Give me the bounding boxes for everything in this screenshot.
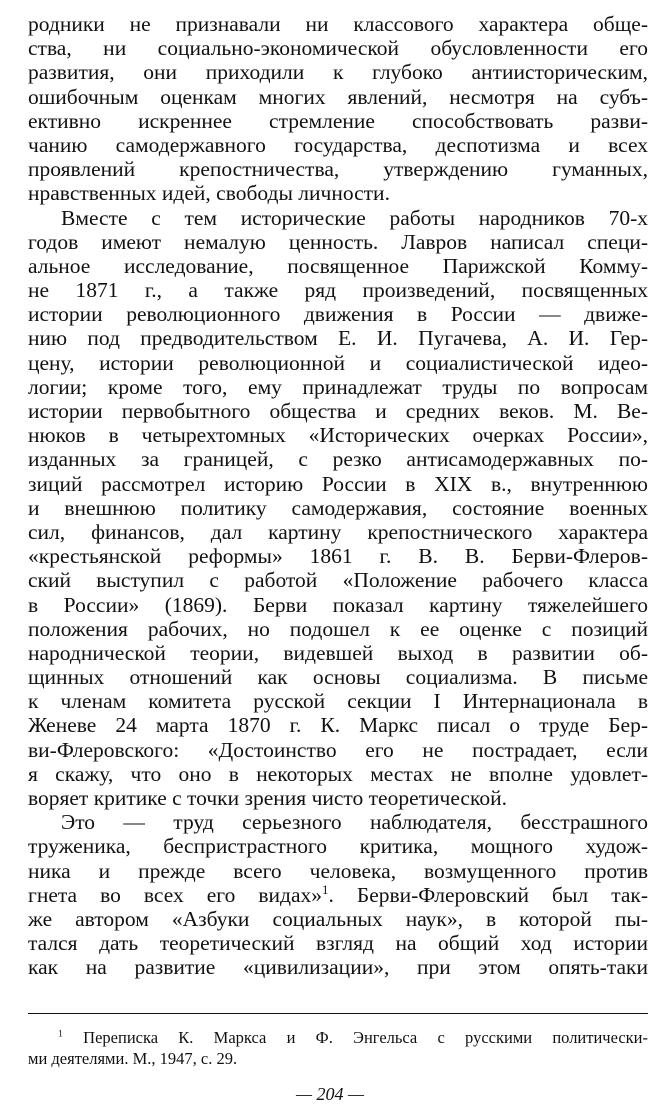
text-line: истории революционного движения в России — движе- <box>28 302 648 327</box>
footnote-line <box>28 1027 648 1048</box>
footnote-divider <box>28 1013 648 1014</box>
text-line: зиций рассмотрел историю России в XIX в., внутреннюю <box>28 471 648 496</box>
line-tail-text: . Берви-Флеровский был так- <box>328 882 648 907</box>
text-line: и внешнюю политику самодержавия, состояние военных <box>28 495 648 520</box>
text-line: родники не признавали ни классового характера обще- <box>28 12 648 36</box>
text-line: щинных отношений как основы социализма. В письме <box>28 665 648 690</box>
text-line: чанию самодержавного государства, деспотизма и всех <box>28 132 648 157</box>
text-line: ективно искреннее стремление способствовать разви- <box>28 108 648 133</box>
text-line: альное исследование, посвященное Парижской Комму- <box>28 253 648 278</box>
text-line: логии; кроме того, ему принадлежат труды по вопросам <box>28 374 648 399</box>
text-line: цену, истории революционной и социалистической идео- <box>28 350 648 375</box>
text-line: воряет критике с точки зрения чисто теоретической. <box>28 786 507 810</box>
text-line: проявлений крепостничества, утверждению гуманных, <box>28 157 648 182</box>
text-line: ошибочным оценкам многих явлений, несмотря на субъ- <box>28 84 648 109</box>
text-line: ника и прежде всего человека, возмущенного против <box>28 858 648 883</box>
text-line: ви-Флеровского: «Достоинство его не пострадает, если <box>28 737 648 762</box>
text-line: как на развитие «цивилизации», при этом опять-таки <box>28 955 648 980</box>
text-line: сил, финансов, дал картину крепостнического характера <box>28 519 648 544</box>
text-line: же автором «Азбуки социальных наук», в которой пы- <box>28 906 648 931</box>
text-line: народнической теории, видевшей выход в развитии об- <box>28 640 648 665</box>
footnote-line: ми деятелями. М., 1947, с. 29. <box>28 1049 238 1068</box>
quote-end-text: гнета во всех его видах» <box>28 882 322 907</box>
body-text <box>28 12 648 980</box>
text-line: «крестьянской реформы» 1861 г. В. В. Берви-Флеров- <box>28 544 648 569</box>
paragraph-start-line: Это — труд серьезного наблюдателя, бесстрашного <box>61 810 648 835</box>
footnote-text: Переписка К. Маркса и Ф. Энгельса с русскими политически- <box>62 1028 648 1047</box>
text-line: нию под предводительством Е. И. Пугачева, А. И. Гер- <box>28 326 648 351</box>
page-number: — 204 — <box>295 1084 364 1104</box>
text-line: нравственных идей, свободы личности. <box>28 181 390 206</box>
paragraph-start-line: Вместе с тем исторические работы народников 70-х <box>61 205 648 230</box>
footnote-marker: 1 <box>58 1028 63 1040</box>
text-line: ский выступил с работой «Положение рабочего класса <box>28 568 648 593</box>
text-line: ства, ни социально-экономической обусловленности его <box>28 36 648 61</box>
text-line: истории первобытного общества и средних веков. М. Ве- <box>28 399 648 423</box>
footnote <box>28 1027 648 1069</box>
text-line: развития, они приходили к глубоко антиисторическим, <box>28 60 648 85</box>
text-line: я скажу, что оно в некоторых местах не вполне удовлет- <box>28 761 648 786</box>
text-line: тался дать теоретический взгляд на общий ход истории <box>28 931 648 956</box>
text-line: положения рабочих, но подошел к ее оценке с позиций <box>28 616 648 641</box>
text-line: не 1871 г., а также ряд произведений, посвященных <box>28 278 648 303</box>
text-line: нюков в четырехтомных «Исторических очерках России», <box>28 423 648 448</box>
text-line-with-footnote-ref <box>28 883 648 907</box>
text-line: к членам комитета русской секции I Интернационала в <box>28 689 648 714</box>
text-line: Женеве 24 марта 1870 г. К. Маркс писал о труде Бер- <box>28 713 648 738</box>
text-line: в России» (1869). Берви показал картину тяжелейшего <box>28 592 648 617</box>
text-line: труженика, беспристрастного критика, мощного худож- <box>28 834 648 859</box>
text-line: годов имеют немалую ценность. Лавров написал специ- <box>28 229 648 254</box>
text-line: изданных за границей, с резко антисамодержавных по- <box>28 447 648 472</box>
footnote-reference[interactable]: 1 <box>322 882 329 897</box>
